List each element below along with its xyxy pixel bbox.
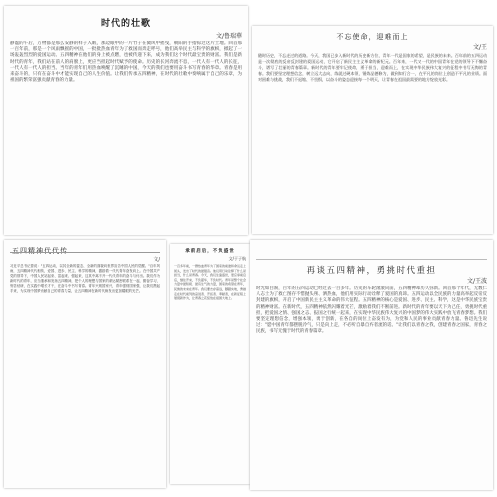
page-article-1 — [4, 6, 248, 235]
article-body: 习近平总书记曾说："五四运动，以其全新的姿态、全新的面貌向世界宣告中国人民的觉醒。"百年风雨，五四精神代代相传，爱国、进步、民主、科学的精神，激励着一代代青年奋发向上。在中国共产党的领导下，中国人民站起来、富起来、强起来，这其中离不开一代代青年的奋斗与付出。我们作为新时代的青年，应当继承和发扬五四精神，把个人的理想与国家的命运紧密联系在一起，勤奋学习，刻苦钻研，在实践中增长才干，在奋斗中书写青春。青年兴则国家兴，青年强则国家强，让我们携起手来，为实现中国梦贡献自己的青春力量，让五四精神在新时代焕发出更加耀眼的光芒。 — [10, 264, 160, 294]
article-body: 静谧的午后，万物都是那么安静的样子入眠，那边眼中的一片竹子在微风中摇曳，朝阳的手指掠过这片土地。回首那一百年前，那是一个风雨飘摇的中国，一批批热血青年为了救国而奔走呼号，他们高举民主与科学的旗帜，掀起了一场轰轰烈烈的爱国运动。五四精神在他们的身上被点燃，也被传递下来，成为我们这个时代最宝贵的财富。我们是新时代的青年，我们站在前人的肩膀上，更应当担起时代赋予的使命。历史的长河奔流不息，一代人有一代人的长征，一代人有一代人的担当。当年的青年们用热血唤醒了沉睡的中国，今天的我们也要用奋斗书写青春的华章。青春是用来奋斗的，只有在奋斗中才能实现自己的人生价值。让我们传承五四精神，在时代的壮歌中奏响属于自己的乐章，为祖国的繁荣富强贡献青春的力量。 — [10, 41, 242, 84]
article-body: 随时历史，不忘走过的道路。今天，我国已步入新时代的历史新方位，青年一代是国家的希望，是民族的未来。百年前的五四运动是一次彻底的反帝反封建的爱国运动，它开启了新民主主义革命的新纪元。百年来，一代又一代的中国青年在党的领导下不懈奋斗，谱写了壮丽的青春篇章。新时代的青年要牢记使命，勇于担当，迎难而上，在实现中华民族伟大复兴的征程中书写无悔的青春。我们要坚定理想信念，树立远大志向，练就过硬本领，锤炼品德修为，做到知行合一，在平凡的岗位上创造不平凡的业绩。面对困难与挑战，我们不退缩、不畏惧，以奋斗的姿态迎接每一个明天，让青春在祖国最需要的地方绽放光彩。 — [258, 53, 487, 82]
article-body: 时光如白驹，百年的五四运动已经过去一百多年。历史的车轮滚滚向前，五四精神却历久弥新。回首那个年代，无数仁人志士为了救亡图存不惜抛头颅、洒热血，他们用实际行动诠释了爱国的真谛。五四运动以全民族的力量高举起反帝反封建的旗帜，开启了中国新民主主义革命的伟大征程。五四精神的核心是爱国、进步、民主、科学，这是中华民族宝贵的精神财富。在新时代，五四精神依然闪耀着光芒，激励着我们不断前进。新时代的青年要以天下为己任，勇挑时代重担，把爱国之情、强国之志、报国之行统一起来，在实现中华民族伟大复兴的中国梦的伟大实践中放飞青春梦想。我们要坚定理想信念，增强本领，勇于创新，在各自的岗位上奋发有为，为党和人民的事业贡献青春力量。鲁迅先生说过："愿中国青年都摆脱冷气，只是向上走，不必听自暴自弃者流的话。"让我们以青春之我，创建青春之国家，青春之民族，书写无愧于时代的青春篇章。 — [256, 286, 487, 335]
article-author: 文/ — [153, 257, 160, 263]
page-article-5 — [250, 240, 493, 490]
page-article-4 — [170, 244, 250, 484]
article-title: 不忘使命，迎难而上 — [336, 33, 409, 41]
article-title: 时代的壮歌 — [100, 19, 151, 29]
article-author: 文/于子航 — [228, 256, 246, 261]
article-author: 文/王波 — [466, 278, 487, 285]
article-title: 再谈五四精神，勇挑时代重担 — [306, 266, 437, 276]
article-author: 文/鲁瑞華 — [215, 33, 242, 40]
divider — [256, 259, 487, 260]
article-author: 文/王 — [472, 44, 487, 51]
page-article-3 — [4, 240, 166, 488]
page-article-2 — [252, 26, 493, 234]
article-title: 五四精神代代传 — [12, 247, 68, 255]
article-body: 一百多年前，一群热血青年为了国家的前途和命运走上街头，发出了时代的最强音。他们用行动诠释了什么是担当，什么是青春。今天，我们生逢盛世，更应承前启后，继往开来，不负韶华，不负时代。青年是整个社会力量中最积极、最有生气的力量，国家的希望在青年，民族的未来在青年。我们要志存高远，脚踏实地，勇做走在时代前列的奋进者、开拓者、奉献者，在新征程上展现新作为，让青春之花绽放在祖国大地上。 — [174, 264, 246, 301]
divider — [10, 252, 160, 253]
article-title: 承前启后，不负盛世 — [185, 249, 235, 254]
